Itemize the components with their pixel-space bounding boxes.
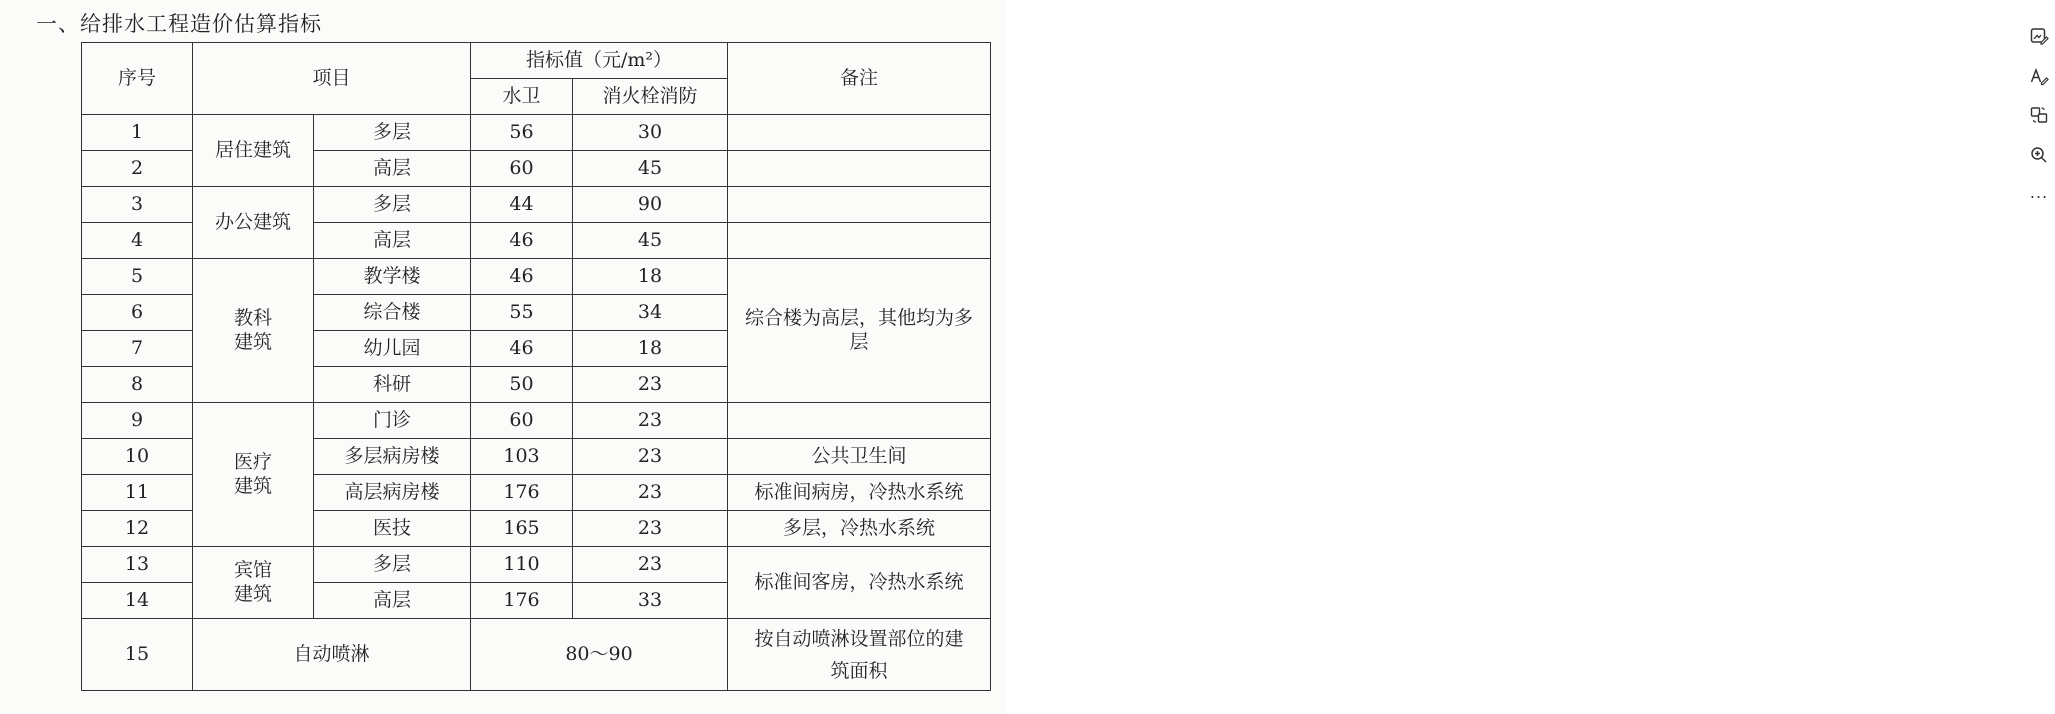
fire-value: 23 [573,439,728,475]
row-number: 5 [82,259,193,295]
sprinkler-value: 80～90 [471,619,728,691]
sub-item: 高层 [314,583,471,619]
row-number: 11 [82,475,193,511]
water-value: 176 [471,475,573,511]
header-seq: 序号 [82,43,193,115]
water-value: 44 [471,187,573,223]
row-number: 1 [82,115,193,151]
header-item: 项目 [193,43,471,115]
water-value: 46 [471,259,573,295]
header-fire: 消火栓消防 [573,79,728,115]
table-row [82,259,991,295]
table-row [82,403,991,439]
sub-item: 多层病房楼 [314,439,471,475]
sub-item: 多层 [314,187,471,223]
water-value: 60 [471,403,573,439]
row-number: 14 [82,583,193,619]
sprinkler-item: 自动喷淋 [193,619,471,691]
table-row [82,187,991,223]
section-heading: 一、给排水工程造价估算指标 [36,12,322,36]
image-edit-button[interactable] [2023,20,2055,52]
fire-value: 45 [573,151,728,187]
fire-value: 23 [573,367,728,403]
water-value: 55 [471,295,573,331]
note-cell [728,187,991,223]
fire-value: 34 [573,295,728,331]
row-number: 6 [82,295,193,331]
fire-value: 45 [573,223,728,259]
water-value: 103 [471,439,573,475]
zoom-in-icon [2029,145,2049,165]
more-icon: ... [2029,182,2049,202]
header-note: 备注 [728,43,991,115]
water-value: 165 [471,511,573,547]
sub-item: 科研 [314,367,471,403]
sub-item: 高层 [314,223,471,259]
table-row [82,619,991,691]
translate-button[interactable] [2023,99,2055,131]
water-value: 110 [471,547,573,583]
fire-value: 33 [573,583,728,619]
table-row [82,547,991,583]
zoom-in-button[interactable] [2023,139,2055,171]
note-cell: 标准间病房，冷热水系统 [728,475,991,511]
header-index-value: 指标值（元/m²） [471,43,728,79]
row-number: 10 [82,439,193,475]
row-number: 2 [82,151,193,187]
more-button[interactable] [2023,176,2055,208]
note-cell: 公共卫生间 [728,439,991,475]
row-number: 12 [82,511,193,547]
text-format-button[interactable] [2023,60,2055,92]
cost-index-table [81,42,991,691]
water-value: 46 [471,223,573,259]
sub-item: 医技 [314,511,471,547]
note-cell: 多层，冷热水系统 [728,511,991,547]
row-number: 8 [82,367,193,403]
group-medical: 医疗建筑 [193,403,314,547]
note-education: 综合楼为高层，其他均为多层 [728,259,991,403]
fire-value: 23 [573,547,728,583]
row-number: 9 [82,403,193,439]
fire-value: 23 [573,403,728,439]
group-residential: 居住建筑 [193,115,314,187]
fire-value: 23 [573,475,728,511]
row-number: 4 [82,223,193,259]
translate-icon [2029,105,2049,125]
note-cell [728,223,991,259]
row-number: 13 [82,547,193,583]
sub-item: 多层 [314,547,471,583]
sub-item: 幼儿园 [314,331,471,367]
row-number: 3 [82,187,193,223]
water-value: 60 [471,151,573,187]
fire-value: 18 [573,259,728,295]
side-toolbar [1005,0,2049,714]
fire-value: 23 [573,511,728,547]
sprinkler-note: 按自动喷淋设置部位的建筑面积 [728,619,991,691]
sub-item: 门诊 [314,403,471,439]
sub-item: 高层病房楼 [314,475,471,511]
group-education: 教科建筑 [193,259,314,403]
group-hotel: 宾馆建筑 [193,547,314,619]
fire-value: 18 [573,331,728,367]
fire-value: 90 [573,187,728,223]
header-water: 水卫 [471,79,573,115]
note-cell [728,403,991,439]
note-cell [728,151,991,187]
sub-item: 综合楼 [314,295,471,331]
document-page [0,0,1005,714]
note-cell [728,115,991,151]
text-format-icon [2029,66,2049,86]
fire-value: 30 [573,115,728,151]
water-value: 56 [471,115,573,151]
row-number: 15 [82,619,193,691]
water-value: 46 [471,331,573,367]
table-row [82,115,991,151]
water-value: 50 [471,367,573,403]
sub-item: 多层 [314,115,471,151]
row-number: 7 [82,331,193,367]
image-edit-icon [2029,26,2049,46]
note-hotel: 标准间客房，冷热水系统 [728,547,991,619]
sub-item: 高层 [314,151,471,187]
sub-item: 教学楼 [314,259,471,295]
water-value: 176 [471,583,573,619]
group-office: 办公建筑 [193,187,314,259]
